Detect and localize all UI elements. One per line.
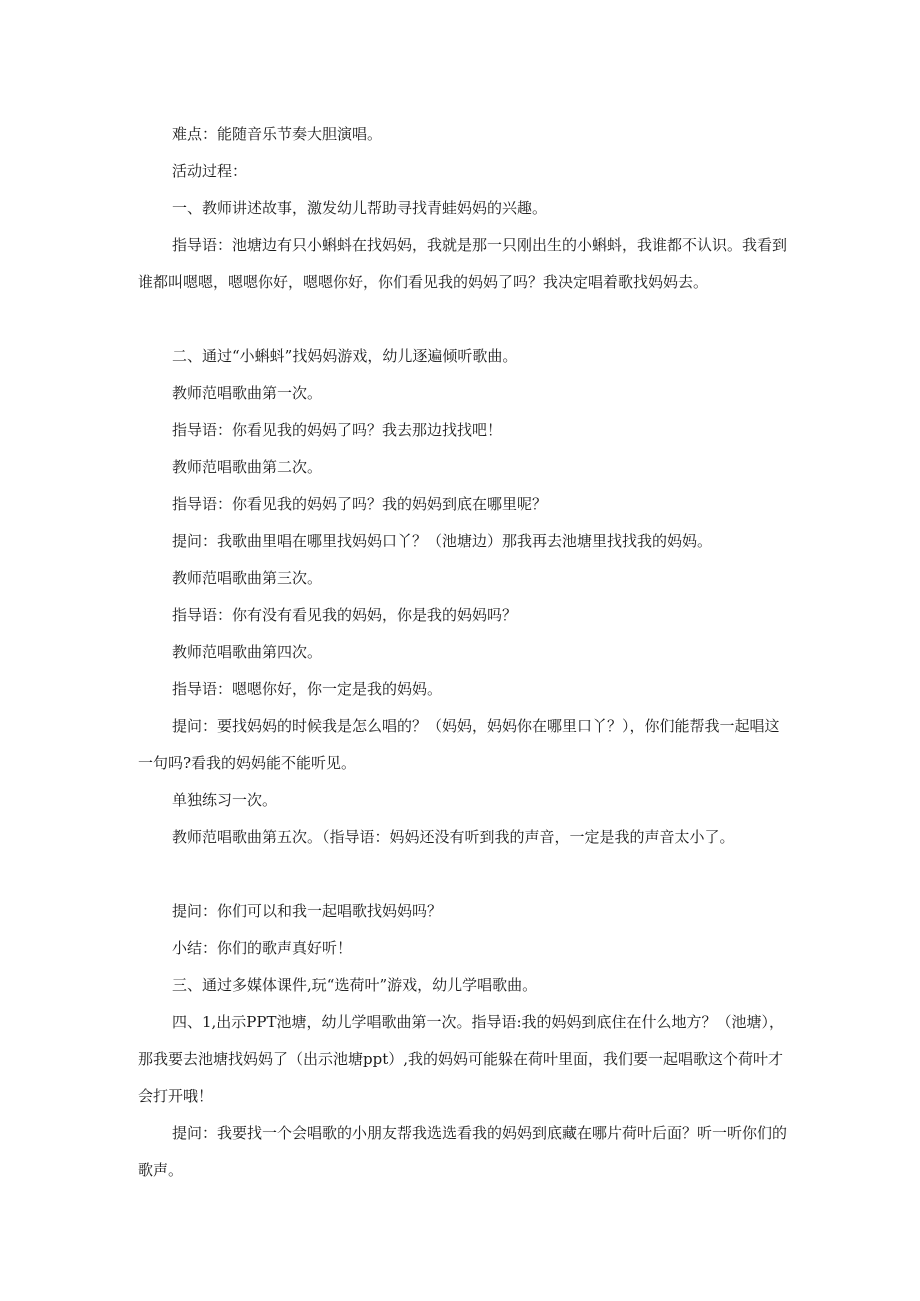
paragraph-difficulty: 难点：能随音乐节奏大胆演唱。 (172, 125, 383, 143)
paragraph-question-sing-together: 提问：要找妈妈的时候我是怎么唱的？（妈妈，妈妈你在哪里口丫？），你们能帮我一起唱这一句吗?看我的妈妈能不能听见。 (138, 717, 780, 772)
paragraph-guide-intro: 指导语：池塘边有只小蝌蚪在找妈妈，我就是那一只刚出生的小蝌蚪，我谁都不认识。我看到谁都叫嗯嗯，嗯嗯你好，嗯嗯你好，你们看见我的妈妈了吗？我决定唱着歌找妈妈去。 (138, 236, 788, 291)
paragraph-question-join: 提问：你们可以和我一起唱歌找妈妈吗？ (172, 902, 443, 920)
paragraph-solo-practice: 单独练习一次。 (172, 791, 278, 809)
paragraph-guide-third: 指导语：你有没有看见我的妈妈，你是我的妈妈吗？ (172, 606, 518, 624)
paragraph-sing-fifth: 教师范唱歌曲第五次。（指导语：妈妈还没有听到我的声音，一定是我的声音太小了。 (172, 828, 735, 846)
paragraph-guide-first: 指导语：你看见我的妈妈了吗？我去那边找找吧！ (172, 421, 503, 439)
paragraph-question-lotus-leaf: 提问：我要找一个会唱歌的小朋友帮我选选看我的妈妈到底藏在哪片荷叶后面？听一听你们的歌声。 (138, 1124, 788, 1179)
paragraph-sing-second: 教师范唱歌曲第二次。 (172, 458, 323, 476)
paragraph-section-one: 一、教师讲述故事，激发幼儿帮助寻找青蛙妈妈的兴趣。 (172, 199, 548, 217)
paragraph-section-three: 三、通过多媒体课件,玩“选荷叶”游戏，幼儿学唱歌曲。 (172, 976, 538, 994)
paragraph-activity-process-heading: 活动过程： (172, 162, 248, 180)
paragraph-section-two: 二、通过“小蝌蚪”找妈妈游戏，幼儿逐遍倾听歌曲。 (172, 347, 518, 365)
paragraph-question-pond: 提问：我歌曲里唱在哪里找妈妈口丫？（池塘边）那我再去池塘里找找我的妈妈。 (172, 532, 713, 550)
paragraph-sing-fourth: 教师范唱歌曲第四次。 (172, 643, 323, 661)
paragraph-guide-second: 指导语：你看见我的妈妈了吗？我的妈妈到底在哪里呢？ (172, 495, 548, 513)
paragraph-summary: 小结：你们的歌声真好听！ (172, 939, 353, 957)
paragraph-sing-third: 教师范唱歌曲第三次。 (172, 569, 323, 587)
paragraph-section-four: 四、1,出示PPT池塘，幼儿学唱歌曲第一次。指导语:我的妈妈到底住在什么地方？（池塘），那我要去池塘找妈妈了（出示池塘ppt）,我的妈妈可能躲在荷叶里面，我们要一起唱歌这个荷叶才会打开哦！ (138, 1013, 785, 1105)
paragraph-guide-fourth: 指导语：嗯嗯你好，你一定是我的妈妈。 (172, 680, 443, 698)
paragraph-sing-first: 教师范唱歌曲第一次。 (172, 384, 323, 402)
